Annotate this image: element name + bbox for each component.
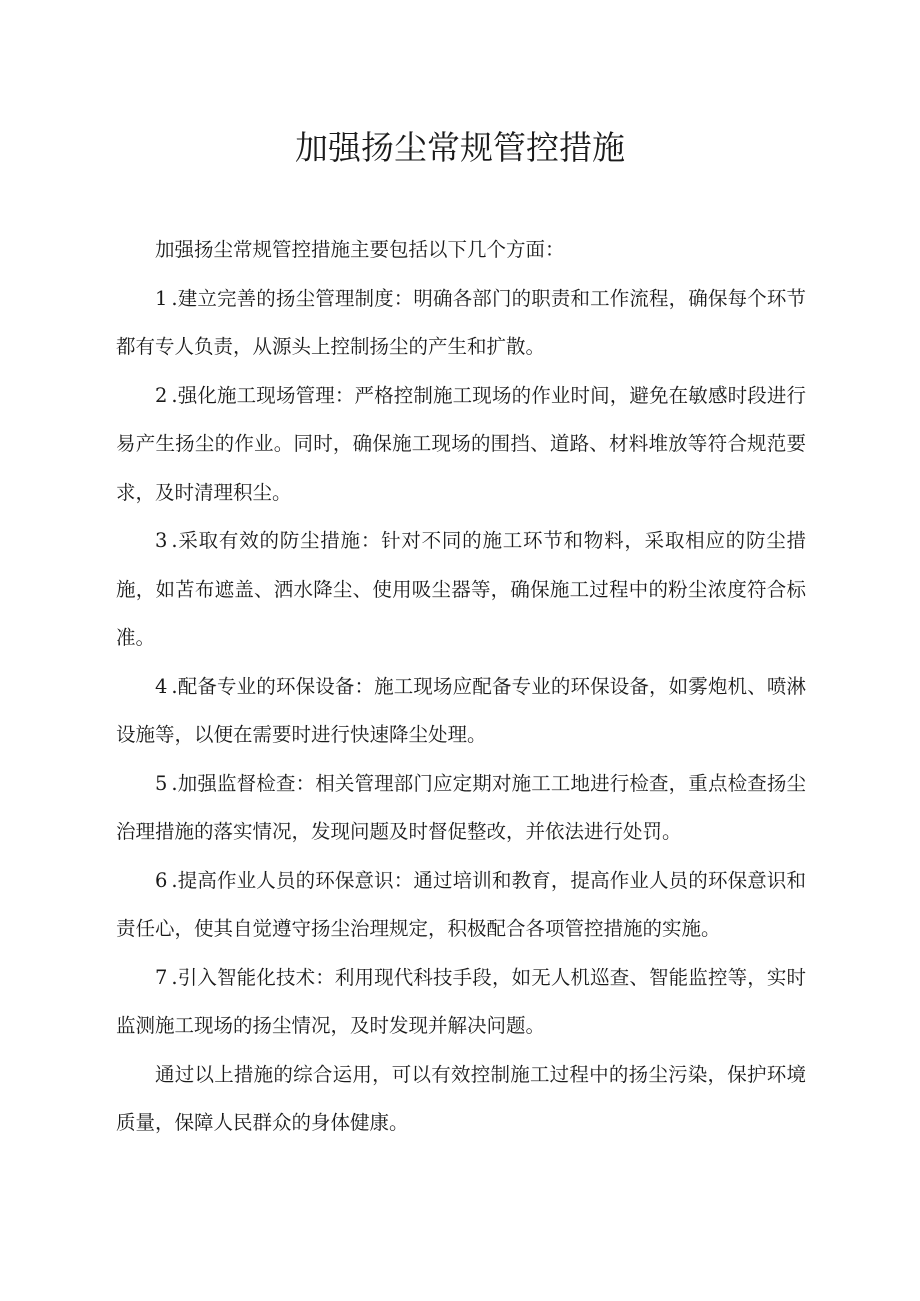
item-number: 5 [155, 771, 168, 795]
document-body [116, 226, 806, 1148]
item-text: .加强监督检查：相关管理部门应定期对施工工地进行检查，重点检查扬尘治理措施的落实情况，发现问题及时督促整改，并依法进行处罚。 [116, 771, 806, 843]
list-item [116, 275, 806, 372]
list-item [116, 517, 806, 663]
item-number: 3 [155, 529, 168, 552]
item-text: .配备专业的环保设备：施工现场应配备专业的环保设备，如雾炮机、喷淋设施等，以便在需要时进行快速降尘处理。 [116, 674, 806, 746]
item-number: 1 [155, 286, 168, 310]
document-title: 加强扬尘常规管控措施 [295, 128, 625, 167]
list-item [116, 663, 806, 760]
item-number: 6 [155, 868, 168, 892]
list-item [116, 857, 806, 954]
conclusion-paragraph: 通过以上措施的综合运用，可以有效控制施工过程中的扬尘污染，保护环境质量，保障人民群众的身体健康。 [116, 1062, 806, 1134]
item-number: 7 [155, 965, 168, 989]
list-item [116, 760, 806, 857]
list-item [116, 954, 806, 1051]
item-number: 2 [155, 383, 168, 407]
list-item [116, 372, 806, 518]
item-text: .建立完善的扬尘管理制度：明确各部门的职责和工作流程，确保每个环节都有专人负责，从源头上控制扬尘的产生和扩散。 [116, 286, 806, 358]
item-text: .采取有效的防尘措施：针对不同的施工环节和物料，采取相应的防尘措施，如苫布遮盖、洒水降尘、使用吸尘器等，确保施工过程中的粉尘浓度符合标准。 [116, 529, 806, 649]
item-text: .强化施工现场管理：严格控制施工现场的作业时间，避免在敏感时段进行易产生扬尘的作业。同时，确保施工现场的围挡、道路、材料堆放等符合规范要求，及时清理积尘。 [116, 383, 806, 504]
item-number: 4 [155, 674, 168, 698]
item-text: .引入智能化技术：利用现代科技手段，如无人机巡查、智能监控等，实时监测施工现场的扬尘情况，及时发现并解决问题。 [116, 965, 806, 1037]
intro-paragraph: 加强扬尘常规管控措施主要包括以下几个方面： [155, 238, 565, 261]
item-text: .提高作业人员的环保意识：通过培训和教育，提高作业人员的环保意识和责任心，使其自觉遵守扬尘治理规定，积极配合各项管控措施的实施。 [116, 868, 806, 940]
